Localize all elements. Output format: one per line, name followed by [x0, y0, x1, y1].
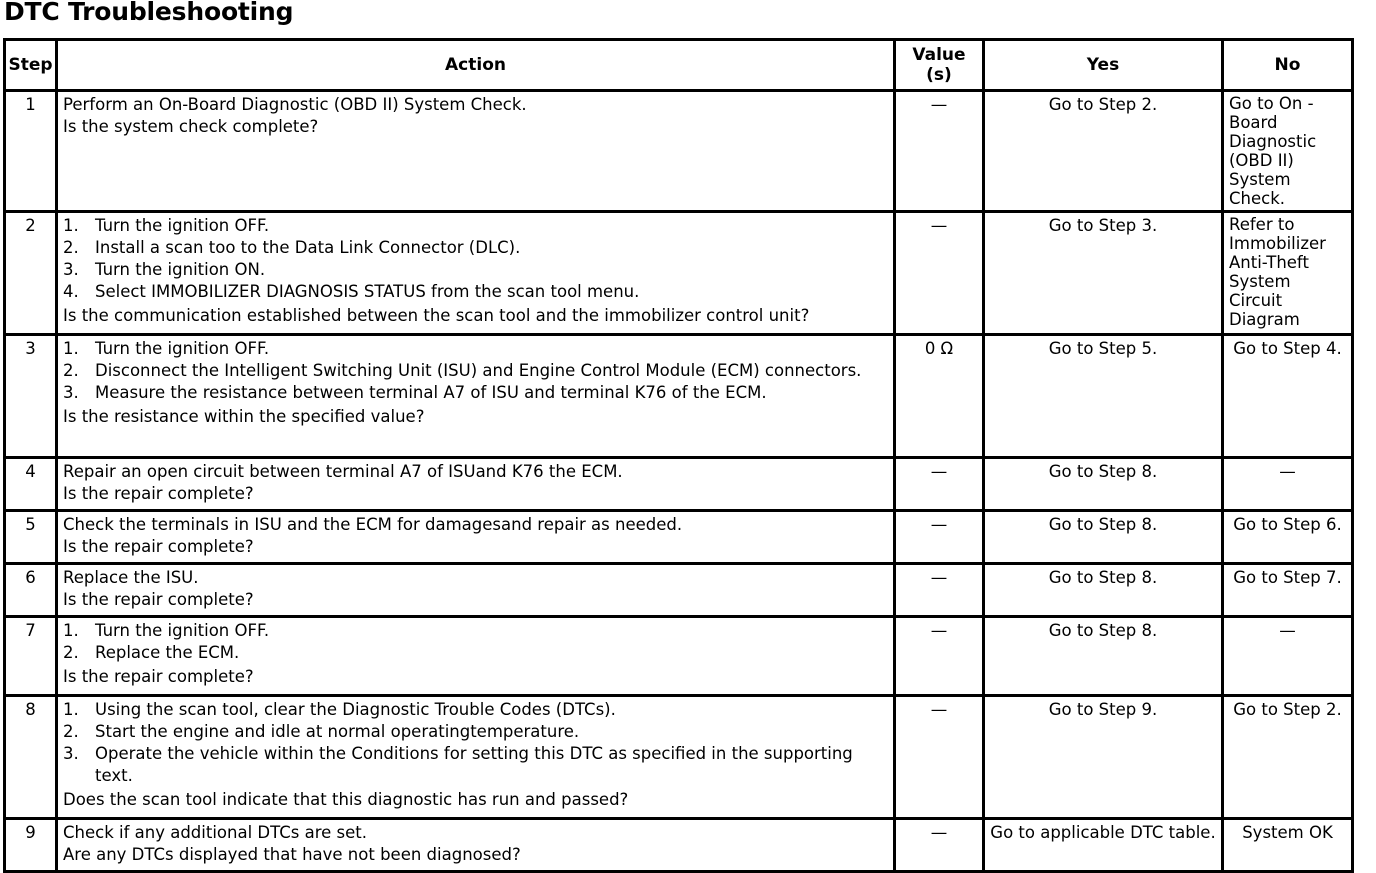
- no-cell: —: [1223, 617, 1353, 696]
- action-cell: [57, 335, 895, 458]
- substep-number: 3.: [63, 260, 79, 279]
- step-number: 4: [5, 458, 57, 511]
- action-question: Is the repair complete?: [63, 484, 254, 503]
- no-cell: Go to On -Board Diagnostic (OBD II) System Check.: [1223, 91, 1353, 212]
- action-question: Is the repair complete?: [63, 537, 254, 556]
- action-substep: [63, 281, 888, 303]
- action-substep: [63, 237, 888, 259]
- action-cell: [57, 212, 895, 335]
- value-cell: —: [895, 212, 984, 335]
- substep-text: Operate the vehicle within the Conditions for setting this DTC as specified in the supporting text.: [95, 744, 853, 785]
- yes-cell: Go to Step 5.: [984, 335, 1223, 458]
- header-action: Action: [57, 40, 895, 91]
- troubleshooting-table: [3, 38, 1354, 873]
- action-question: Is the repair complete?: [63, 667, 254, 686]
- action-text: Replace the ISU.: [63, 568, 199, 587]
- step-number: 3: [5, 335, 57, 458]
- substep-number: 1.: [63, 339, 79, 358]
- table-body: [5, 91, 1353, 872]
- table-row: [5, 617, 1353, 696]
- value-cell: 0 Ω: [895, 335, 984, 458]
- action-cell: [57, 819, 895, 872]
- substep-text: Start the engine and idle at normal operatingtemperature.: [95, 722, 580, 741]
- action-substep: [63, 259, 888, 281]
- header-value: Value (s): [895, 40, 984, 91]
- no-cell: Go to Step 2.: [1223, 696, 1353, 819]
- step-number: 8: [5, 696, 57, 819]
- table-row: [5, 458, 1353, 511]
- action-substep: [63, 642, 888, 664]
- substep-text: Turn the ignition OFF.: [95, 216, 270, 235]
- substep-text: Turn the ignition ON.: [95, 260, 266, 279]
- step-number: 9: [5, 819, 57, 872]
- step-number: 1: [5, 91, 57, 212]
- substep-number: 3.: [63, 383, 79, 402]
- step-number: 5: [5, 511, 57, 564]
- action-question: Are any DTCs displayed that have not been diagnosed?: [63, 845, 521, 864]
- action-cell: [57, 91, 895, 212]
- header-yes: Yes: [984, 40, 1223, 91]
- substep-text: Replace the ECM.: [95, 643, 240, 662]
- no-cell: Go to Step 7.: [1223, 564, 1353, 617]
- no-cell: Refer to Immobilizer Anti-Theft System Circuit Diagram: [1223, 212, 1353, 335]
- action-substep: [63, 215, 888, 237]
- no-cell: —: [1223, 458, 1353, 511]
- substep-number: 4.: [63, 282, 79, 301]
- action-question: Is the communication established between the scan tool and the immobilizer control unit?: [63, 306, 810, 325]
- action-cell: [57, 617, 895, 696]
- action-cell: [57, 564, 895, 617]
- action-text: Check if any additional DTCs are set.: [63, 823, 367, 842]
- value-cell: —: [895, 564, 984, 617]
- header-no: No: [1223, 40, 1353, 91]
- step-number: 6: [5, 564, 57, 617]
- yes-cell: Go to Step 3.: [984, 212, 1223, 335]
- action-substep: [63, 338, 888, 360]
- action-question: Is the system check complete?: [63, 117, 319, 136]
- action-substep: [63, 360, 888, 382]
- no-cell: Go to Step 6.: [1223, 511, 1353, 564]
- action-substep: [63, 743, 888, 787]
- substep-number: 2.: [63, 643, 79, 662]
- action-question: Does the scan tool indicate that this diagnostic has run and passed?: [63, 790, 629, 809]
- yes-cell: Go to applicable DTC table.: [984, 819, 1223, 872]
- substep-number: 3.: [63, 744, 79, 763]
- value-cell: —: [895, 511, 984, 564]
- substep-text: Using the scan tool, clear the Diagnostic Trouble Codes (DTCs).: [95, 700, 616, 719]
- substep-text: Disconnect the Intelligent Switching Unit (ISU) and Engine Control Module (ECM) connectors.: [95, 361, 862, 380]
- action-cell: [57, 696, 895, 819]
- substep-text: Install a scan too to the Data Link Connector (DLC).: [95, 238, 521, 257]
- page-title: DTC Troubleshooting: [4, 0, 294, 26]
- action-substep: [63, 620, 888, 642]
- action-text: Repair an open circuit between terminal A7 of ISUand K76 the ECM.: [63, 462, 623, 481]
- substep-text: Select IMMOBILIZER DIAGNOSIS STATUS from the scan tool menu.: [95, 282, 640, 301]
- action-text: Check the terminals in ISU and the ECM for damagesand repair as needed.: [63, 515, 683, 534]
- action-substep: [63, 382, 888, 404]
- substep-text: Turn the ignition OFF.: [95, 621, 270, 640]
- action-substep: [63, 699, 888, 721]
- table-row: [5, 564, 1353, 617]
- substep-text: Measure the resistance between terminal A7 of ISU and terminal K76 of the ECM.: [95, 383, 767, 402]
- yes-cell: Go to Step 9.: [984, 696, 1223, 819]
- substep-number: 2.: [63, 722, 79, 741]
- substep-number: 1.: [63, 621, 79, 640]
- header-row: [5, 40, 1353, 91]
- action-text: Perform an On-Board Diagnostic (OBD II) System Check.: [63, 95, 527, 114]
- table-row: [5, 212, 1353, 335]
- value-cell: —: [895, 617, 984, 696]
- table-row: [5, 91, 1353, 212]
- yes-cell: Go to Step 8.: [984, 564, 1223, 617]
- table-row: [5, 335, 1353, 458]
- no-cell: Go to Step 4.: [1223, 335, 1353, 458]
- substep-number: 1.: [63, 700, 79, 719]
- action-cell: [57, 458, 895, 511]
- action-substep: [63, 721, 888, 743]
- value-cell: —: [895, 91, 984, 212]
- action-question: Is the repair complete?: [63, 590, 254, 609]
- substep-text: Turn the ignition OFF.: [95, 339, 270, 358]
- header-step: Step: [5, 40, 57, 91]
- action-cell: [57, 511, 895, 564]
- substep-number: 2.: [63, 361, 79, 380]
- table-row: [5, 696, 1353, 819]
- step-number: 2: [5, 212, 57, 335]
- yes-cell: Go to Step 8.: [984, 458, 1223, 511]
- value-cell: —: [895, 819, 984, 872]
- table-row: [5, 819, 1353, 872]
- table-row: [5, 511, 1353, 564]
- value-cell: —: [895, 458, 984, 511]
- no-cell: System OK: [1223, 819, 1353, 872]
- substep-number: 1.: [63, 216, 79, 235]
- step-number: 7: [5, 617, 57, 696]
- value-cell: —: [895, 696, 984, 819]
- substep-number: 2.: [63, 238, 79, 257]
- yes-cell: Go to Step 8.: [984, 511, 1223, 564]
- yes-cell: Go to Step 8.: [984, 617, 1223, 696]
- yes-cell: Go to Step 2.: [984, 91, 1223, 212]
- action-question: Is the resistance within the specified value?: [63, 407, 425, 426]
